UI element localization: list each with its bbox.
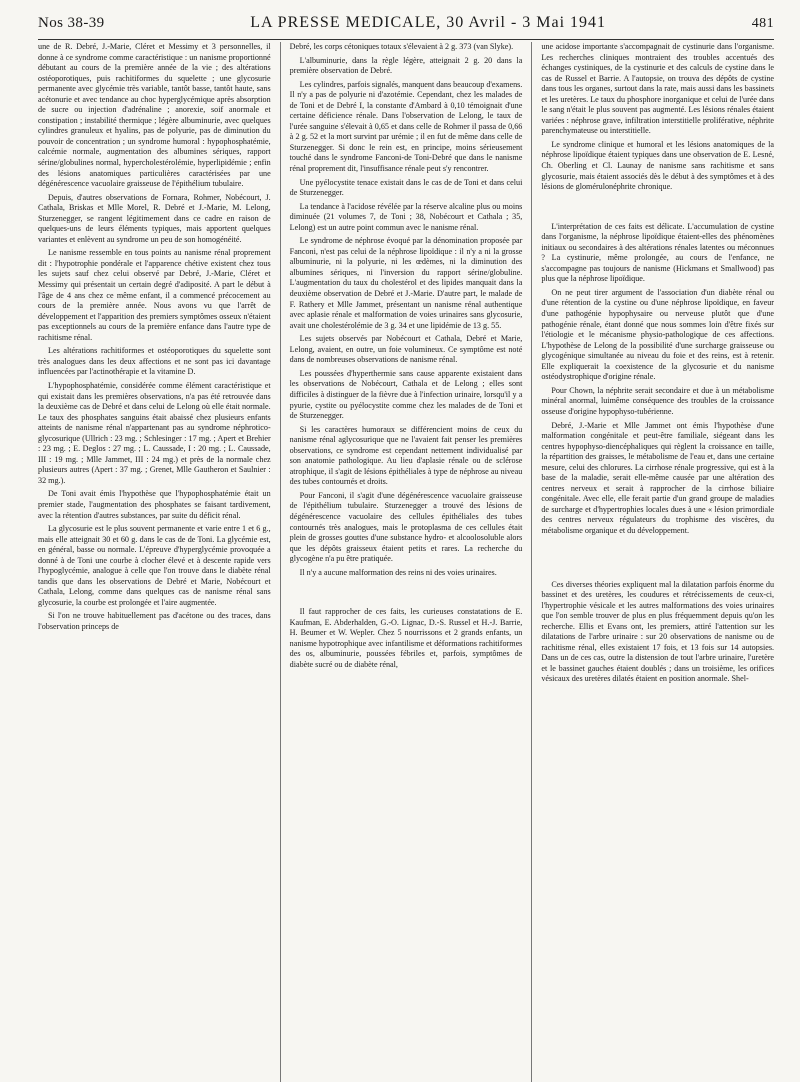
paragraph: L'albuminurie, dans la règle légère, atteignait 2 g. 20 dans la première observation de Debré. xyxy=(289,55,523,76)
paragraph: Il n'y a aucune malformation des reins ni des voies urinaires. xyxy=(299,567,497,577)
paragraph: Le nanisme ressemble en tous points au nanisme rénal proprement dit : l'hypotrophie pondérale et l'apparence chétive existent chez tous les sujets sauf chez celui observé par Debré, J.-Marie, Cléret et Messimy qui présentait un certain degré d'adiposité. A part le début à l'âge de 4 ans chez ce même enfant, il a commencé précocement au cours de la première année. Nous avons vu que l'arrêt de développement et l'apparition des premiers symptômes osseux n'étaient pas exceptionnels au cours de la première enfance dans l'autre type de rachitisme rénal. xyxy=(38,248,271,342)
issue-date: 30 Avril - 3 Mai 1941 xyxy=(446,14,607,31)
paragraph: Une pyélocystite tenace existait dans le cas de de Toni et dans celui de Sturzenegger. xyxy=(289,177,523,198)
paragraph: Pour Fanconi, il s'agit d'une dégénérescence vacuolaire graisseuse de l'épithélium tubulaire. Sturzenegger a trouvé des lésions de dégénérescence vacuolaire des cellules épithéliales des tubes contournés très analogues, mais le protoplasma de ces cellules était plein de grosses gouttes d'une substance hydro- et alcoolosoluble alors que les dépôts graisseux étaient petits et rares. La recherche du glycogène n'a pu être pratiquée. xyxy=(289,490,523,564)
paragraph: une acidose importante s'accompagnait de cystinurie dans l'organisme. Les recherches cliniques montraient des troubles accentués des échanges cystiniques, de la cystinurie et des calculs de cystine dans le cas de Russel et Barrie. A l'autopsie, on trouva des dépôts de cystine dans tous les organes, surtout dans la rate, mais aussi dans les bassinets et les uretères. Le taux du phosphore inorganique et celui de l'urée dans le sang n'était le plus souvent pas augmenté. Les lésions rénales étaient variées : néphrose grave, infiltration interstitielle proliférative, néphrite parenchymateuse ou interstitielle. xyxy=(541,42,775,136)
paragraph: La tendance à l'acidose révélée par la réserve alcaline plus ou moins diminuée (21 volumes 7, de Toni ; 38, Nobécourt et Cathala ; 35, Lelong) est un autre point commun avec le nanisme rénal. xyxy=(289,201,523,232)
paragraph: La glycosurie est le plus souvent permanente et varie entre 1 et 6 g., mais elle atteignait 30 et 60 g. dans le cas de de Toni. La glycémie est, en général, basse ou normale. L'épreuve d'hyperglycémie provoquée a donné à de Toni une courbe à clocher élevé et à descente rapide vers l'hypoglycémie, analogue à celle que l'on trouve dans le diabète rénal tandis que dans les observations de Debré et Marie, Nobécourt et Cathala, Lelong, comme dans quelques cas de nanisme rénal sans glycosurie, la courbe est prolongée et l'aire augmentée. xyxy=(38,524,271,607)
section-break xyxy=(541,196,774,222)
header-rule xyxy=(38,39,774,40)
paragraph: une de R. Debré, J.-Marie, Cléret et Messimy et 3 personnelles, il donne à ce syndrome comme caractéristique : un nanisme proportionné débutant au cours de la première année de la vie ; des altérations ostéoporotiques, puis rachitiformes du squelette ; une glycosurie permanente avec glycémie très variable, tantôt basse, tantôt haute, sans acétonurie et avec tendance au choc hyperglycémique après absorption de sucre ou injection d'adrénaline ; anorexie, soif anormale et constipation ; instabilité thermique ; légère albuminurie, avec quelques cylindres granuleux et hyalins, pas de polyurie, pas de diminution du pouvoir de concentration ; un syndrome humoral : hypophosphatémie, calcémie normale, augmentation des albumines sériques, rapport sérine/globulines normal, hypercholestérolémie, hyperlipidémie ; enfin des lésions anatomiques particulières caractérisées par une dégénérescence vacuolaire graisseuse de l'épithélium tubulaire. xyxy=(38,42,271,189)
paragraph: Pour Chown, la néphrite serait secondaire et due à un métabolisme minéral anormal, luimême conséquence des troubles de la croissance osseuse d'origine hypophyso-tubérienne. xyxy=(541,385,775,416)
paragraph: Les cylindres, parfois signalés, manquent dans beaucoup d'examens. Il n'y a pas de polyurie ni d'azotémie. Cependant, chez les malades de de Toni et de Debré I, la constante d'Ambard à 0,10 témoignait d'une certaine déficience rénale. Dans l'observation de Lelong, le taux de l'urée sanguine s'élevait à 0,65 et dans celle de Rohmer il passa de 0,66 à 2 g. 52 et la mort survint par urémie ; il en fut de même dans celle de Sturzenegger. Si donc le rein est, en principe, moins sérieusement touché dans le syndrome Fanconi-de Toni-Debré que dans le nanisme rénal proprement dit, l'insuffisance rénale peut s'y rencontrer. xyxy=(289,79,523,174)
column-3 xyxy=(531,42,774,1082)
paragraph: Les poussées d'hyperthermie sans cause apparente existaient dans les observations de Nobécourt, Cathala et de Lelong ; elles sont difficiles à distinguer de la fièvre due à l'infection urinaire, lorsqu'il y a pyurie, cystite ou pyélocystite comme chez les malades de de Toni et de Sturzenegger. xyxy=(289,368,523,421)
page-number: 481 xyxy=(751,16,774,31)
paragraph: L'hypophosphatémie, considérée comme élément caractéristique et qui existait dans les premières observations, n'a pas été retrouvée dans la deuxième cas de Debré et dans celui de Lelong où elle était normale. Le taux des phosphates sanguins était abaissé chez plusieurs enfants atteints de nanisme rénal n'appartenant pas au syndrome néphrotico-glycosurique (Ullrich : 23 mg. ; Schlesinger : 17 mg. ; Apert et Brehier : 23 mg. ; E. Deglos : 27 mg. ; L. Caussade, I : 20 mg. ; L. Caussade, III : 19 mg. ; Mlle Jammet, III : 24 mg.) et près de la normale chez plusieurs autres (Apert : 37 mg. ; Grenet, Mlle Gautheron et Saulnier : 32 mg.). xyxy=(38,380,271,485)
paragraph: Debré, J.-Marie et Mlle Jammet ont émis l'hypothèse d'une malformation congénitale et peut-être familiale, siégeant dans les centres hypophyso-diencéphaliques qui règlent la croissance en taille, la répartition des graisses, le métabolisme de l'eau et, dans une certaine mesure, celui des chlorures. La cirrhose rénale progressive, qui est à la base de la maladie, serait elle-même causée par une altération des centres nerveux et serait à rapprocher de la cirrhose biliaire congénitale. Avec elle, elle ferait partie d'un grand groupe de maladies de surcharge et d'hypertrophies locales dues à une « lésion primordiale des centres nerveux régulateurs du trophisme des viscères, du métabolisme organique et du développement. xyxy=(541,420,775,535)
page-header xyxy=(38,14,774,36)
paragraph: Debré, les corps cétoniques totaux s'élevaient à 2 g. 373 (van Slyke). xyxy=(289,42,514,51)
paragraph: Si l'on ne trouve habituellement pas d'acétone ou des traces, dans l'observation princeps de xyxy=(38,611,271,631)
text-columns xyxy=(38,42,774,1082)
paragraph: Le syndrome clinique et humoral et les lésions anatomiques de la néphrose lipoïdique étaient typiques dans une observation de E. Lesné, Ch. Oberling et Cl. Launay de nanisme sans rachitisme et sans glycosurie, mais étaient associés dès le début à des symptômes et à des lésions de glomérulonéphrite chronique. xyxy=(541,139,775,192)
paragraph: Si les caractères humoraux se différencient moins de ceux du nanisme rénal aglycosurique que ne l'avaient fait penser les premières observations, ce syndrome est cependant nettement individualisé par son anatomie pathologique. Au lieu d'aplasie rénale ou de sclérose atrophique, il s'agit de lésions épithéliales à type de néphrose au niveau des tubes contournés et droits. xyxy=(289,424,523,487)
paragraph: Ces diverses théories expliquent mal la dilatation parfois énorme du bassinet et des uretères, les coudures et rétrécissements de ceux-ci, l'hypertrophie vésicale et les autres malformations des voies urinaires que l'on semble trouver de plus en plus fréquemment depuis qu'on les recherche. Ellis et Evans ont, les premiers, attiré l'attention sur les dilatations de l'arbre urinaire : sur 20 observations de nanisme ou de rachitisme rénal, elles existaient 17 fois, et 13 fois sur 14 autopsies. Dans un de ces cas, outre la distension de tout l'arbre urinaire, l'uretère et le bassinet gauches étaient doublés ; dans un troisième, les orifices vésicaux des uretères dilatés étaient en position anormale. Shel- xyxy=(541,579,775,684)
paragraph: Il faut rapprocher de ces faits, les curieuses constatations de E. Kaufman, E. Abderhalden, G.-O. Lignac, D.-S. Russel et H.-J. Barrie, H. Beumer et W. Wepler. Chez 5 nourrissons et 2 grands enfants, un nanisme hypotrophique avec infantilisme et déformations rachitiformes des os, albuminurie, poussées fébriles et, parfois, symptômes de diabète sucré ou de diabète rénal, xyxy=(289,607,523,669)
paragraph: On ne peut tirer argument de l'association d'un diabète rénal ou d'une rétention de la cystine ou d'une néphrose lipoïdique, en faveur d'une pathogénie hypophysaire ou nerveuse plutôt que d'une pathogénie rénale, étant donné que nous sommes loin d'être fixés sur l'étiologie et le mécanisme physio-pathologique de ces affections. L'hypothèse de Lelong de la possibilité d'une surcharge graisseuse ou glycogénique simultanée au niveau du foie et des reins, est à retenir. Elle expliquerait la coexistence de la glycosurie et du nanisme ostéodystrophique d'origine rénale. xyxy=(541,287,775,382)
paragraph: De Toni avait émis l'hypothèse que l'hypophosphatémie était un premier stade, l'augmentation des phosphates se faisant tardivement, avec la rétention d'autres substances, par suite du déficit rénal. xyxy=(38,489,271,520)
paragraph: Les altérations rachitiformes et ostéoporotiques du squelette sont très analogues dans les deux affections et ne sont pas ici davantage influencées par l'actinothérapie et la vitamine D. xyxy=(38,346,271,377)
header-title-group xyxy=(250,14,606,32)
column-2 xyxy=(280,42,532,1082)
issue-number: Nos 38-39 xyxy=(38,15,105,31)
section-break xyxy=(290,581,523,607)
paragraph: L'interprétation de ces faits est délicate. L'accumulation de cystine dans l'organisme, la néphrose lipoïdique étaient-elles des phénomènes initiaux ou secondaires à des altérations rénales latentes ou méconnues ? La cystinurie, même prolongée, au cours de l'enfance, ne s'accompagne pas toujours de nanisme (Hickmans et Smallwood) pas plus que la néphrose lipoïdique. xyxy=(541,221,775,284)
column-1 xyxy=(38,42,280,1082)
section-break xyxy=(541,540,774,580)
paragraph: Les sujets observés par Nobécourt et Cathala, Debré et Marie, Lelong, avaient, en outre, un foie volumineux. Ce symptôme est noté dans de nombreuses observations de nanisme rénal. xyxy=(289,334,523,365)
paragraph: Depuis, d'autres observations de Fornara, Rohmer, Nobécourt, J. Cathala, Briskas et Mlle Morel, R. Debré et J.-Marie, M. Lelong, Sturzenegger, se rangent légitimement dans ce cadre en raison de quelques-uns de leurs éléments typiques, mais apportent quelques variantes et enlèvent au syndrome un peu de son homogénéité. xyxy=(38,192,271,244)
journal-title: LA PRESSE MEDICALE, xyxy=(250,14,442,31)
paragraph: Le syndrome de néphrose évoqué par la dénomination proposée par Fanconi, n'est pas celui de la néphrose lipoïdique : il n'y a ni la grosse albuminurie, ni la polyurie, ni les œdèmes, ni la diminution des albumines sériques, ni l'inversion du rapport sérine/globuline. L'augmentation du taux du cholestérol et des lipides manquait dans la deuxième observation de Debré et J.-Marie. D'autre part, le malade de F. Rathery et Mlle Jammet, présentant un nanisme rénal authentique avec aplasie rénale et malformation de voies urinaires sans glycosurie, avait une cholestérolémie de 3 g. 34 et une lipidémie de 13 g. 55. xyxy=(289,236,523,330)
